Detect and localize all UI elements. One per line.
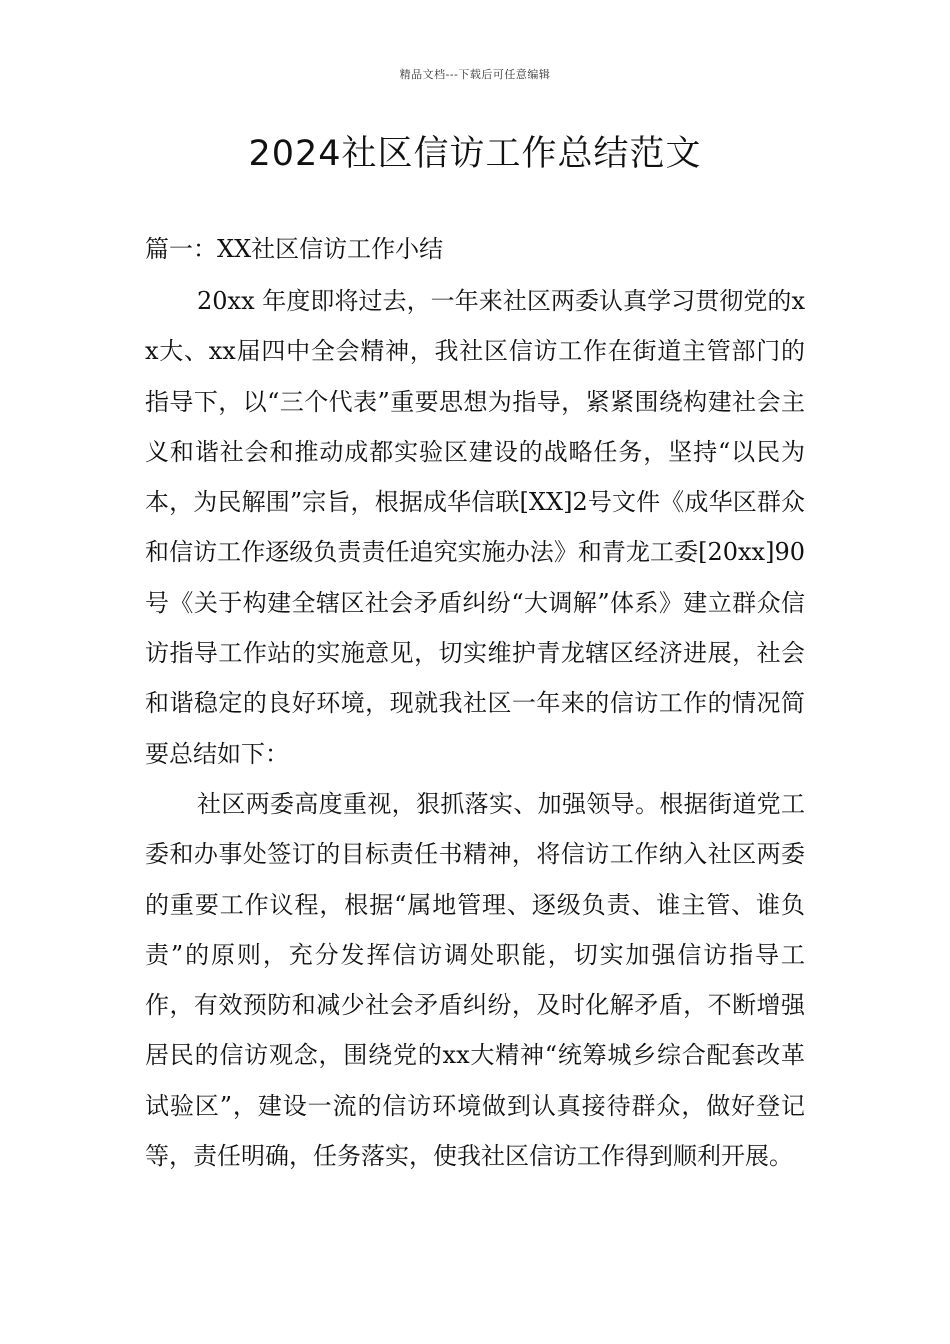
document-title: 2024社区信访工作总结范文	[248, 134, 702, 174]
header-note: 精品文档---下载后可任意编辑	[399, 68, 551, 81]
section-heading: 篇一：XX社区信访工作小结	[145, 235, 444, 263]
body-paragraph: 社区两委高度重视，狠抓落实、加强领导。根据街道党工委和办事处签订的目标责任书精神，将信访工作纳入社区两委的重要工作议程，根据“属地管理、逐级负责、谁主管、谁负责”的原则，充分发挥信访调处职能，切实加强信访指导工作，有效预防和减少社会矛盾纠纷，及时化解矛盾，不断增强居民的信访观念，围绕党的xx大精神“统筹城乡综合配套改革试验区”，建设一流的信访环境做到认真接待群众，做好登记等，责任明确，任务落实，使我社区信访工作得到顺利开展。	[145, 789, 805, 1171]
document-body	[145, 276, 805, 1181]
body-paragraph: 20xx 年度即将过去，一年来社区两委认真学习贯彻党的xx大、xx届四中全会精神，我社区信访工作在街道主管部门的指导下，以“三个代表”重要思想为指导，紧紧围绕构建社会主义和谐社会和推动成都实验区建设的战略任务，坚持“以民为本，为民解围”宗旨，根据成华信联[XX]2号文件《成华区群众和信访工作逐级负责责任追究实施办法》和青龙工委[20xx]90号《关于构建全辖区社会矛盾纠纷“大调解”体系》建立群众信访指导工作站的实施意见，切实维护青龙辖区经济进展，社会和谐稳定的良好环境，现就我社区一年来的信访工作的情况简要总结如下：	[145, 287, 805, 768]
